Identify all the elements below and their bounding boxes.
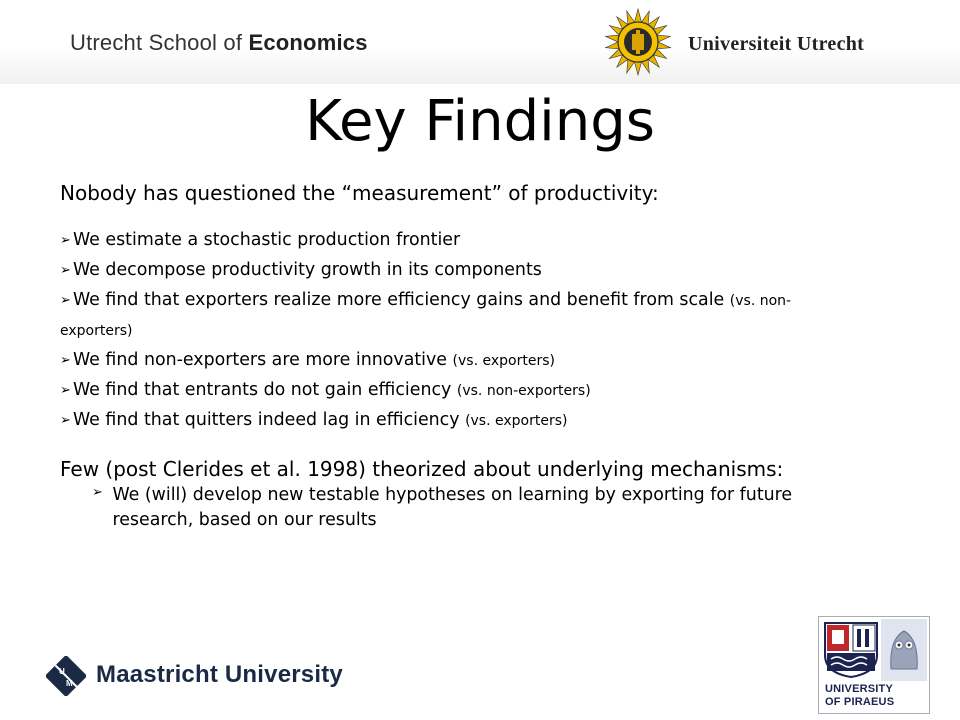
- universiteit-utrecht-sun-logo-icon: [604, 8, 672, 76]
- arrow-bullet-icon: ➢: [60, 263, 71, 278]
- piraeus-logo-line-1: UNIVERSITY: [825, 683, 894, 695]
- arrow-bullet-icon: ➢: [60, 293, 71, 308]
- list-item: ➢ We find that exporters realize more efficiency gains and benefit from scale (vs. non-exporters): [60, 286, 860, 346]
- maastricht-university-logo-icon: [46, 656, 86, 696]
- svg-text:U: U: [59, 667, 65, 676]
- slide-title: Key Findings: [305, 89, 655, 154]
- findings-list: [60, 226, 860, 436]
- arrow-bullet-icon: ➢: [60, 353, 71, 368]
- arrow-bullet-icon: ➢: [60, 383, 71, 398]
- arrow-bullet-icon: ➢: [60, 233, 71, 248]
- arrow-bullet-icon: ➢: [92, 485, 103, 500]
- list-item: ➢ We find non-exporters are more innovative (vs. exporters): [60, 346, 860, 376]
- piraeus-logo-line-2: OF PIRAEUS: [825, 696, 895, 708]
- list-item: ➢ We decompose productivity growth in its components: [60, 256, 860, 286]
- utrecht-school-of-economics-logo: Utrecht School of Economics: [70, 30, 368, 55]
- svg-text:M: M: [66, 679, 73, 688]
- lead-statement-1: Nobody has questioned the “measurement” of productivity:: [60, 181, 659, 205]
- lead-statement-2: Few (post Clerides et al. 1998) theorized about underlying mechanisms:: [60, 457, 784, 481]
- maastricht-university-logo-text: Maastricht University: [96, 661, 343, 688]
- university-of-piraeus-logo: [818, 616, 930, 714]
- universiteit-utrecht-logo-text: Universiteit Utrecht: [688, 33, 865, 55]
- list-item: ➢ We find that quitters indeed lag in efficiency (vs. exporters): [60, 406, 860, 436]
- owl-emblem-icon: [881, 619, 927, 681]
- slide-content: [60, 180, 860, 533]
- list-item: ➢ We estimate a stochastic production frontier: [60, 226, 860, 256]
- sub-bullet: [60, 483, 860, 533]
- list-item: ➢ We find that entrants do not gain efficiency (vs. non-exporters): [60, 376, 860, 406]
- piraeus-crest-icon: [823, 621, 879, 679]
- arrow-bullet-icon: ➢: [60, 413, 71, 428]
- sub-bullet-text: We (will) develop new testable hypotheses on learning by exporting for future research, based on our results: [112, 485, 793, 530]
